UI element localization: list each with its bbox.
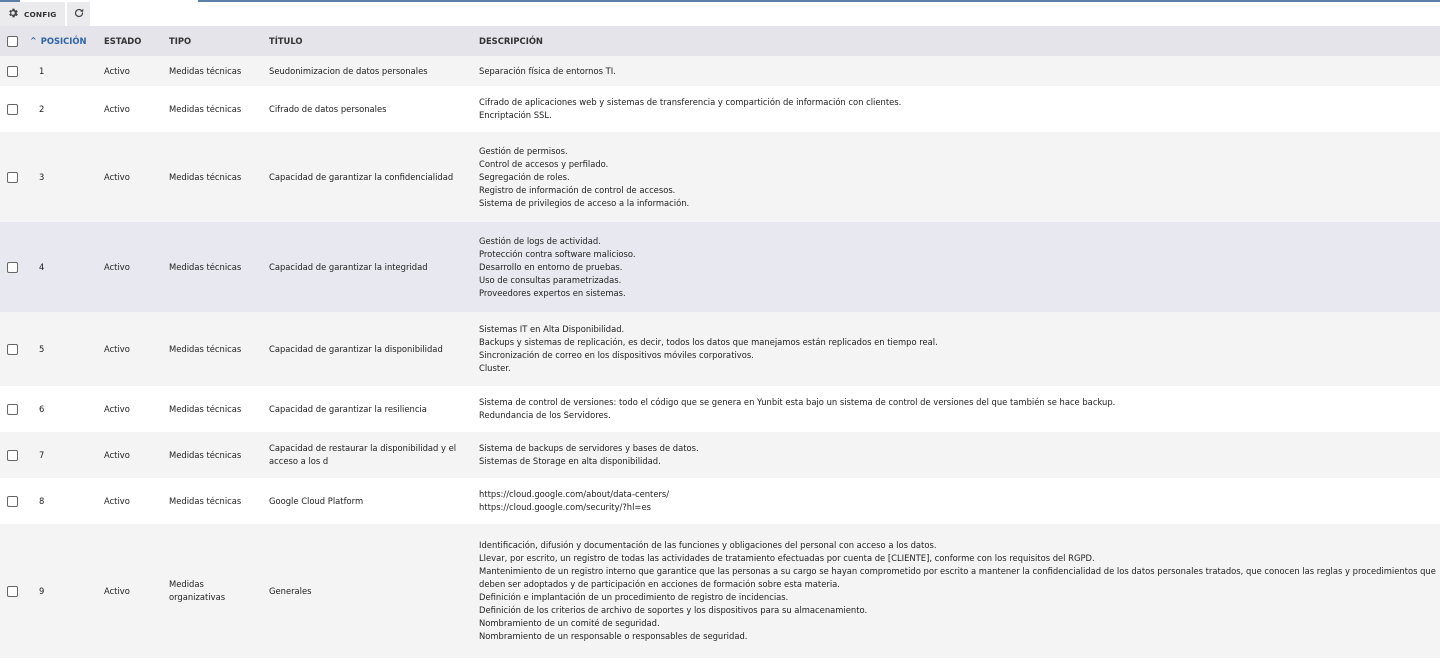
posicion-value: 8 [39,495,45,506]
row-checkbox[interactable] [7,450,18,461]
column-label-tipo: TIPO [169,36,192,46]
descripcion-line: Identificación, difusión y documentación de las funciones y obligaciones del personal con acceso a los datos. [479,540,937,550]
column-header-descripcion[interactable] [479,26,1440,56]
tipo-value: Medidas técnicas [169,261,242,272]
cell-descripcion [479,132,1440,222]
cell-tipo [169,312,269,386]
top-accent-line [198,0,1440,2]
refresh-icon [73,7,85,21]
descripcion-line: Control de accesos y perfilado. [479,158,609,169]
row-checkbox[interactable] [7,262,18,273]
cell-titulo [269,524,479,658]
titulo-value: Google Cloud Platform [269,495,364,506]
cell-posicion [29,86,104,132]
row-checkbox[interactable] [7,496,18,507]
row-select-cell [0,524,29,658]
cell-estado [104,132,169,222]
table-row[interactable] [0,86,1440,132]
row-select-cell [0,132,29,222]
cell-descripcion [479,312,1440,386]
cell-estado [104,432,169,478]
table-toolbar [0,2,90,26]
titulo-value: Seudonimizacion de datos personales [269,65,428,76]
descripcion-line: Sistemas de Storage en alta disponibilidad. [479,456,661,466]
cell-posicion [29,386,104,432]
descripcion-line: Uso de consultas parametrizadas. [479,274,622,285]
column-header-titulo[interactable] [269,26,479,56]
column-label-titulo: TÍTULO [269,36,303,46]
refresh-button[interactable] [67,2,90,26]
titulo-value: Cifrado de datos personales [269,103,387,114]
table-row[interactable] [0,524,1440,658]
select-all-cell [0,26,29,56]
descripcion-line: Mantenimiento de un registro interno que garantice que las personas a su cargo se hayan comprometido por escrito a mantener la confidencialidad de los datos personales tratados, que conocen las reglas y procedimientos que deben ser adoptados y de participación en acciones de formación sobre esta materia. [479,566,1436,589]
tipo-value: Medidas organizativas [169,579,226,602]
row-select-cell [0,222,29,312]
descripcion-line: Segregación de roles. [479,171,570,182]
estado-value: Activo [104,495,130,506]
posicion-value: 2 [39,103,45,114]
config-label: CONFIG [24,9,57,19]
descripcion-line: Redundancia de los Servidores. [479,410,611,420]
cell-descripcion [479,386,1440,432]
descripcion-line: Sistema de privilegios de acceso a la información. [479,197,690,208]
descripcion-line: Backups y sistemas de replicación, es decir, todos los datos que manejamos están replicados en tiempo real. [479,337,938,347]
measures-table [0,26,1440,658]
column-label-estado: ESTADO [104,36,142,46]
descripcion-line: Gestión de permisos. [479,145,568,156]
table-row[interactable] [0,386,1440,432]
estado-value: Activo [104,585,130,596]
cell-posicion [29,524,104,658]
cell-tipo [169,386,269,432]
posicion-value: 9 [39,585,45,596]
tipo-value: Medidas técnicas [169,403,242,414]
cell-descripcion [479,222,1440,312]
descripcion-line: Proveedores expertos en sistemas. [479,287,626,298]
row-select-cell [0,432,29,478]
posicion-value: 5 [39,343,45,354]
descripcion-line: Sistema de control de versiones: todo el código que se genera en Yunbit esta bajo un sistema de control de versiones del que también se hace backup. [479,397,1116,407]
table-row[interactable] [0,222,1440,312]
chevron-up-icon: ^ [30,36,37,45]
table-header-row [0,26,1440,56]
column-header-estado[interactable] [104,26,169,56]
estado-value: Activo [104,103,130,114]
table-row[interactable] [0,56,1440,86]
row-checkbox[interactable] [7,404,18,415]
titulo-value: Capacidad de garantizar la disponibilidad [269,343,443,354]
cell-descripcion [479,56,1440,86]
descripcion-line: https://cloud.google.com/about/data-centers/ [479,489,670,499]
row-checkbox[interactable] [7,172,18,183]
cell-estado [104,524,169,658]
table-row[interactable] [0,312,1440,386]
titulo-value: Capacidad de restaurar la disponibilidad y el acceso a los d [269,443,457,466]
tipo-value: Medidas técnicas [169,495,242,506]
cell-titulo [269,312,479,386]
estado-value: Activo [104,65,130,76]
descripcion-line: Registro de información de control de accesos. [479,184,676,195]
posicion-value: 3 [39,171,45,182]
descripcion-line: Cluster. [479,363,511,373]
descripcion-line: https://cloud.google.com/security/?hl=es [479,502,651,512]
descripcion-line: Protección contra software malicioso. [479,248,636,259]
estado-value: Activo [104,171,130,182]
descripcion-line: Definición e implantación de un procedimiento de registro de incidencias. [479,592,789,602]
estado-value: Activo [104,449,130,460]
descripcion-line: Sistema de backups de servidores y bases de datos. [479,443,699,453]
descripcion-line: Sistemas IT en Alta Disponibilidad. [479,324,625,334]
row-checkbox[interactable] [7,104,18,115]
cell-estado [104,386,169,432]
row-checkbox[interactable] [7,586,18,597]
posicion-value: 1 [39,65,45,76]
column-header-tipo[interactable] [169,26,269,56]
cell-titulo [269,86,479,132]
cell-posicion [29,312,104,386]
row-checkbox[interactable] [7,344,18,355]
descripcion-line: Cifrado de aplicaciones web y sistemas de transferencia y compartición de información con clientes. [479,97,902,107]
cell-titulo [269,386,479,432]
titulo-value: Generales [269,585,312,596]
cell-descripcion [479,478,1440,524]
descripcion-line: Separación física de entornos TI. [479,65,616,76]
descripcion-line: Definición de los criterios de archivo de soportes y los dispositivos para su almacenamiento. [479,605,868,615]
estado-value: Activo [104,343,130,354]
cell-posicion [29,432,104,478]
posicion-value: 7 [39,449,45,460]
cell-tipo [169,478,269,524]
cell-titulo [269,432,479,478]
cell-posicion [29,478,104,524]
descripcion-line: Llevar, por escrito, un registro de todas las actividades de tratamiento efectuadas por cuenta de [CLIENTE], conforme con los requisitos del RGPD. [479,553,1095,563]
descripcion-line: Nombramiento de un responsable o responsables de seguridad. [479,631,748,641]
posicion-value: 6 [39,403,45,414]
row-select-cell [0,478,29,524]
tipo-value: Medidas técnicas [169,343,242,354]
table-row[interactable] [0,478,1440,524]
table-row[interactable] [0,132,1440,222]
cell-estado [104,312,169,386]
row-select-cell [0,56,29,86]
cell-descripcion [479,86,1440,132]
cell-estado [104,56,169,86]
tipo-value: Medidas técnicas [169,449,242,460]
column-label-posicion: POSICIÓN [40,36,87,46]
estado-value: Activo [104,403,130,414]
descripcion-line: Sincronización de correo en los dispositivos móviles corporativos. [479,350,754,360]
estado-value: Activo [104,261,130,272]
posicion-value: 4 [39,261,45,272]
titulo-value: Capacidad de garantizar la confidencialidad [269,171,454,182]
table-row[interactable] [0,432,1440,478]
config-button[interactable] [0,2,65,26]
descripcion-line: Desarrollo en entorno de pruebas. [479,261,623,272]
titulo-value: Capacidad de garantizar la resiliencia [269,403,427,414]
cell-titulo [269,478,479,524]
cell-posicion [29,132,104,222]
column-header-posicion[interactable] [29,26,104,56]
gear-icon [7,7,19,21]
descripcion-line: Nombramiento de un comité de seguridad. [479,618,660,628]
row-select-cell [0,312,29,386]
cell-estado [104,478,169,524]
cell-descripcion [479,524,1440,658]
cell-titulo [269,222,479,312]
cell-tipo [169,432,269,478]
tipo-value: Medidas técnicas [169,65,242,76]
cell-posicion [29,222,104,312]
cell-descripcion [479,432,1440,478]
cell-titulo [269,56,479,86]
cell-estado [104,86,169,132]
titulo-value: Capacidad de garantizar la integridad [269,261,428,272]
cell-tipo [169,56,269,86]
cell-posicion [29,56,104,86]
tipo-value: Medidas técnicas [169,171,242,182]
cell-estado [104,222,169,312]
cell-tipo [169,132,269,222]
cell-tipo [169,222,269,312]
cell-tipo [169,524,269,658]
select-all-checkbox[interactable] [7,36,18,47]
row-select-cell [0,86,29,132]
column-label-descripcion: DESCRIPCIÓN [479,36,543,46]
descripcion-line: Gestión de logs de actividad. [479,235,601,246]
tipo-value: Medidas técnicas [169,103,242,114]
cell-tipo [169,86,269,132]
row-checkbox[interactable] [7,66,18,77]
row-select-cell [0,386,29,432]
descripcion-line: Encriptación SSL. [479,110,552,120]
cell-titulo [269,132,479,222]
